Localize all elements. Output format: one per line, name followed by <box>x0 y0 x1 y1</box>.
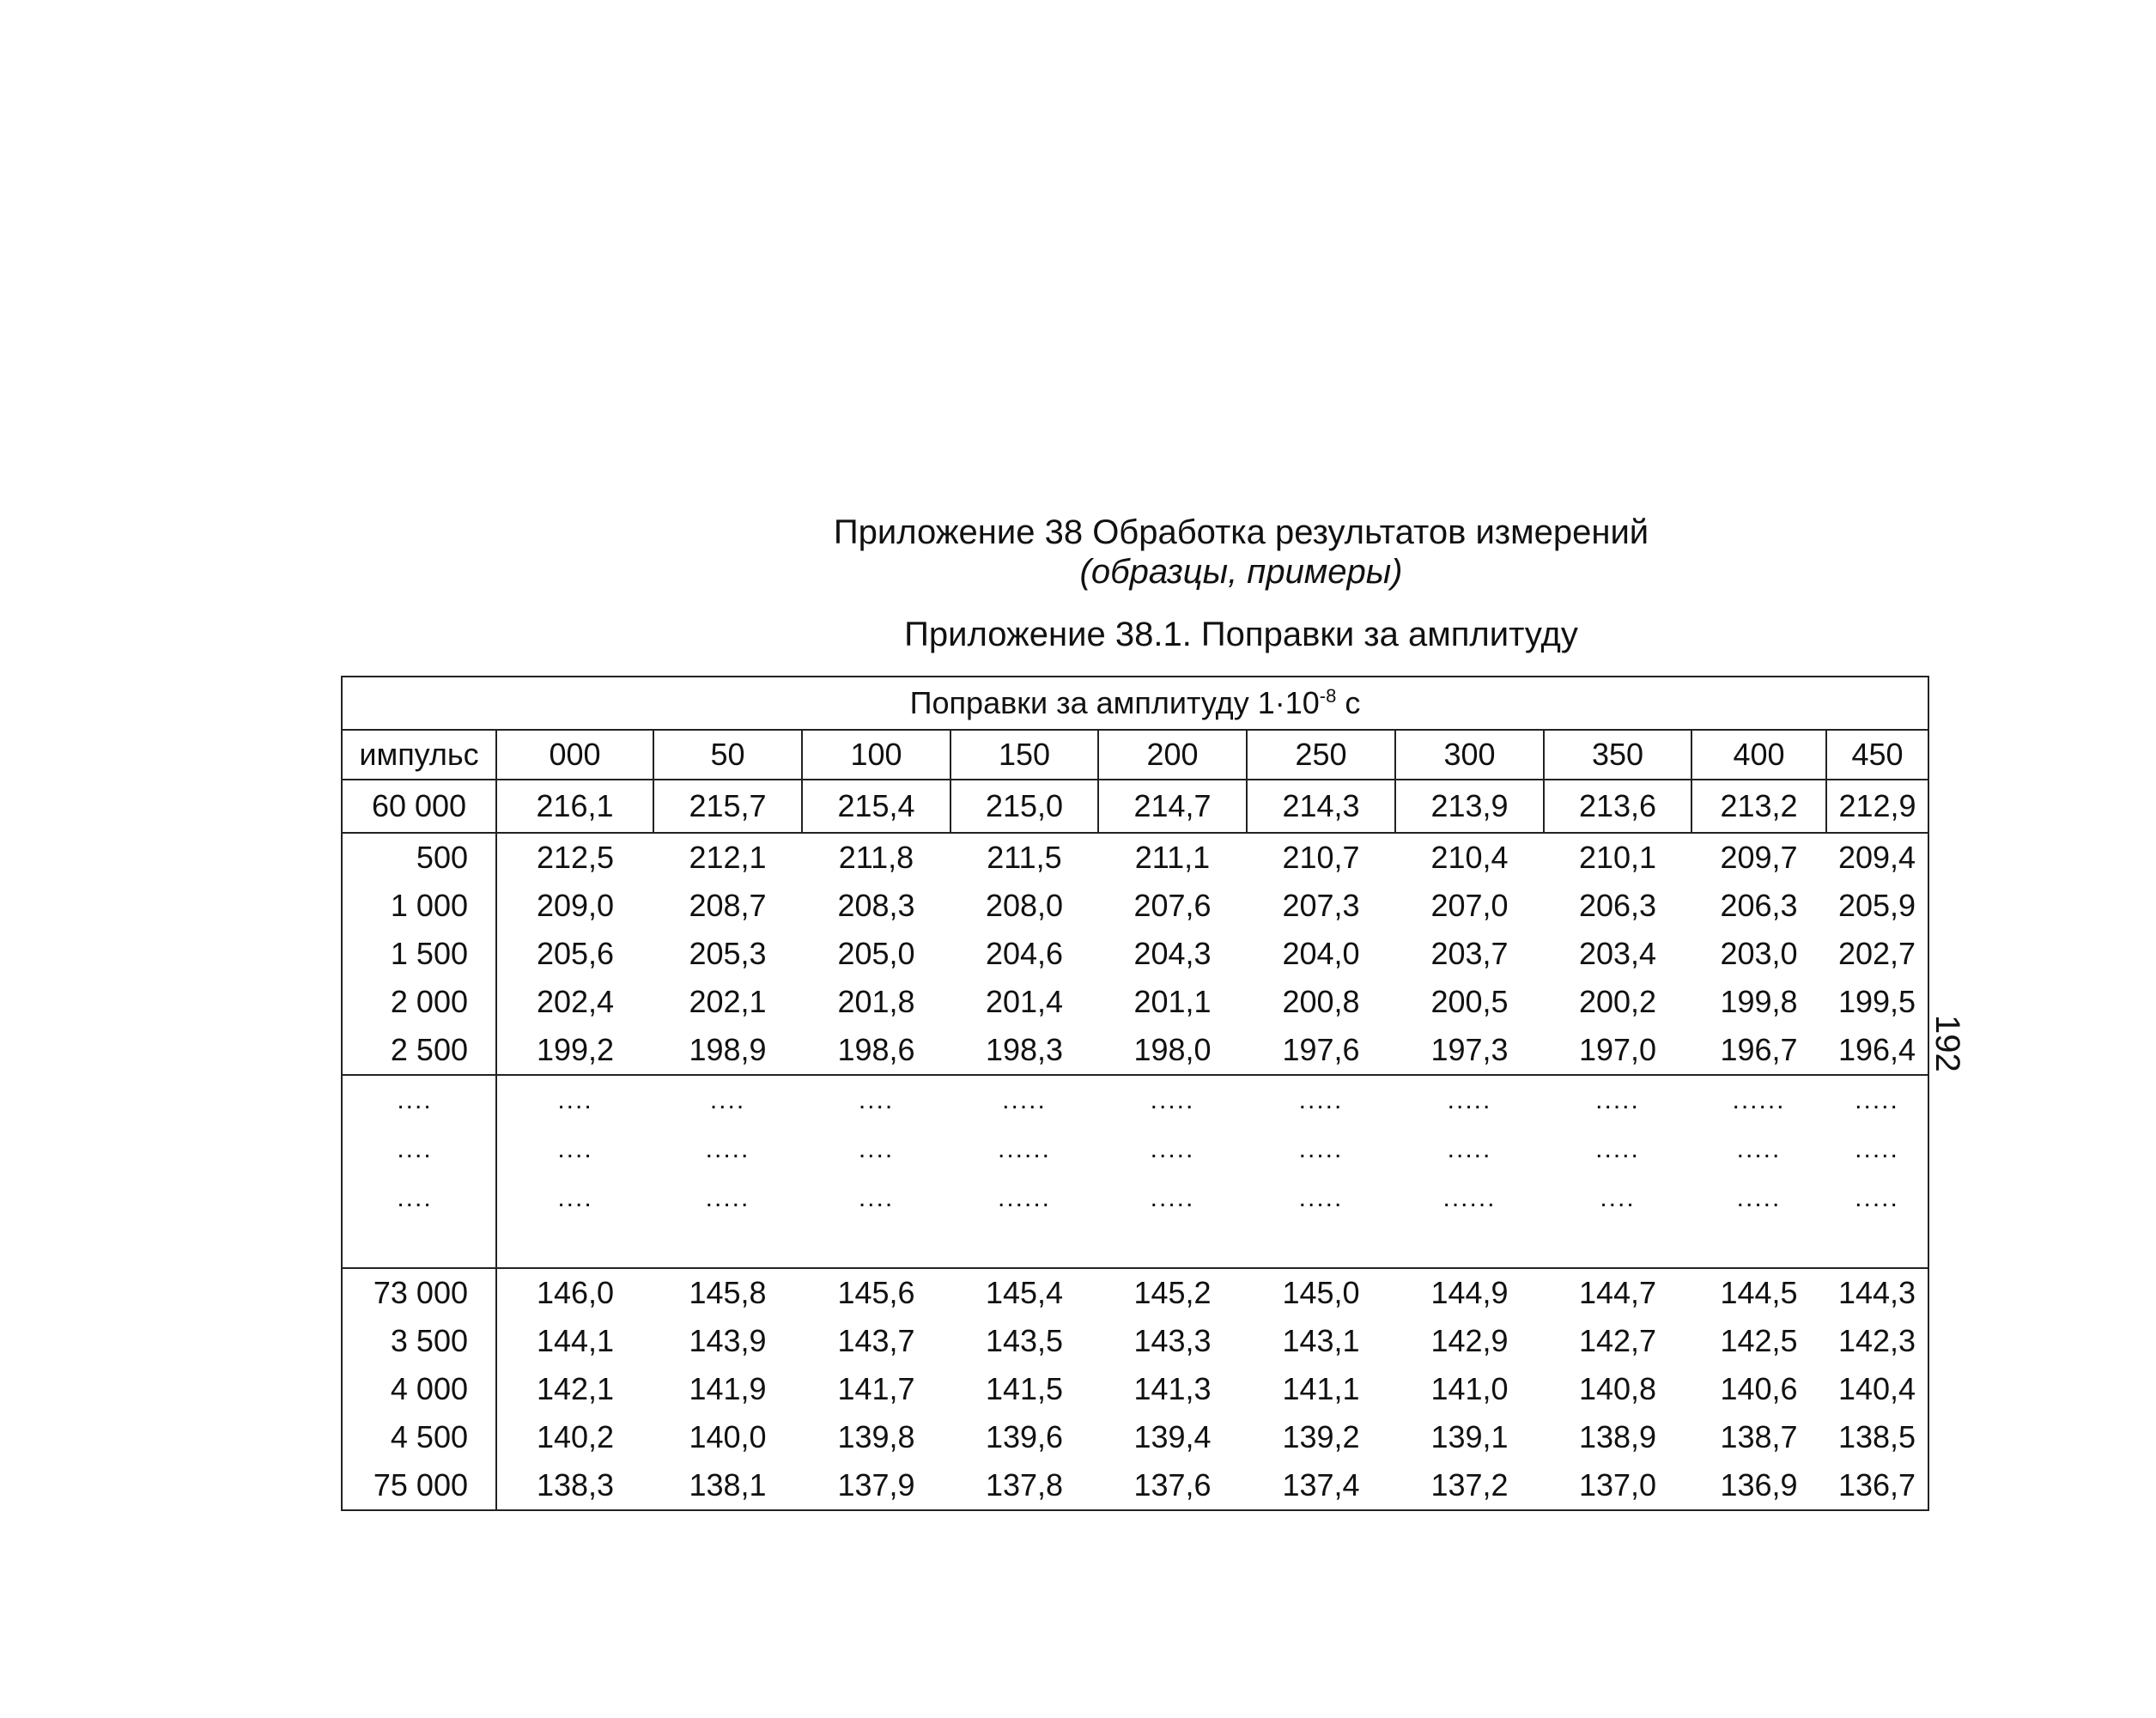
table-cell: 206,3 <box>1578 888 1657 923</box>
table-cell: ..... <box>1150 1085 1195 1114</box>
spacer-cell <box>1826 1223 1928 1268</box>
spacer-cell <box>496 1223 653 1268</box>
table-cell: 207,6 <box>1133 888 1212 923</box>
table-cell: 215,7 <box>653 780 802 833</box>
table-cell: 141,9 <box>689 1371 767 1406</box>
table-cell: 137,0 <box>1578 1467 1657 1502</box>
table-cell: ..... <box>1150 1183 1195 1212</box>
table-cell: 201,8 <box>837 984 915 1019</box>
table-cell: 200,2 <box>1578 984 1657 1019</box>
table-cell: 216,1 <box>496 780 653 833</box>
row-label-cell: 73 000 <box>342 1268 496 1317</box>
table-cell: 204,6 <box>985 936 1064 971</box>
table-cell: 209,7 <box>1720 840 1798 875</box>
table-cell: .... <box>1600 1183 1636 1212</box>
table-cell: ..... <box>1736 1183 1782 1212</box>
table-cell: .... <box>709 1085 746 1114</box>
table-cell: 204,3 <box>1133 936 1212 971</box>
table-row <box>342 1075 1928 1125</box>
table-cell: 140,6 <box>1720 1371 1798 1406</box>
table-cell: 211,1 <box>1134 840 1211 875</box>
spacer-cell <box>802 1223 950 1268</box>
table-cell: 140,4 <box>1837 1371 1916 1406</box>
table-cell: ..... <box>1002 1085 1047 1114</box>
table-cell: 142,7 <box>1578 1323 1657 1358</box>
table-cell: 141,0 <box>1430 1371 1509 1406</box>
table-cell: 142,1 <box>536 1371 615 1406</box>
table-cell: 141,1 <box>1282 1371 1360 1406</box>
table-cell: 143,1 <box>1282 1323 1360 1358</box>
table-cell: .... <box>557 1134 593 1163</box>
table-cell: 199,8 <box>1720 984 1798 1019</box>
table-cell: 139,2 <box>1282 1419 1360 1454</box>
table-cell: 450 <box>1826 730 1928 780</box>
table-cell: 141,3 <box>1133 1371 1212 1406</box>
table-cell: 144,5 <box>1720 1275 1798 1310</box>
table-cell: 138,9 <box>1578 1419 1657 1454</box>
table-row <box>342 833 1928 882</box>
table-cell: 145,0 <box>1282 1275 1360 1310</box>
table-cell: ...... <box>1732 1085 1786 1114</box>
table-row <box>342 1461 1928 1510</box>
section-title: Приложение 38.1. Поправки за амплитуду <box>904 616 1578 653</box>
table-cell: .... <box>858 1183 895 1212</box>
table-cell: 000 <box>496 730 653 780</box>
table-cell: 138,3 <box>536 1467 615 1502</box>
table-cell: ..... <box>1150 1134 1195 1163</box>
table-cell: 142,5 <box>1720 1323 1798 1358</box>
table-cell: 203,0 <box>1720 936 1798 971</box>
appendix-subtitle: (образцы, примеры) <box>1079 553 1403 591</box>
table-cell: 139,1 <box>1430 1419 1509 1454</box>
spacer-cell <box>653 1223 802 1268</box>
table-cell: 209,0 <box>536 888 615 923</box>
table-cell: ..... <box>705 1183 750 1212</box>
table-cell: 137,2 <box>1430 1467 1509 1502</box>
table-cell: 140,2 <box>536 1419 615 1454</box>
table-cell: ...... <box>997 1134 1051 1163</box>
table-cell: 198,3 <box>950 1026 1098 1075</box>
table-cell: .... <box>858 1085 895 1114</box>
table-cell: 400 <box>1691 730 1826 780</box>
table-cell: 140,0 <box>689 1419 767 1454</box>
table-cell: 207,3 <box>1282 888 1360 923</box>
table-row <box>342 730 1928 780</box>
table-cell: 141,5 <box>985 1371 1064 1406</box>
table-cell: 213,6 <box>1544 780 1691 833</box>
table-cell: 213,9 <box>1395 780 1544 833</box>
table-cell: 139,6 <box>985 1419 1064 1454</box>
table-cell: 208,3 <box>837 888 915 923</box>
table-cell: 138,7 <box>1720 1419 1798 1454</box>
table-cell: 300 <box>1395 730 1544 780</box>
table-cell: 211,5 <box>987 840 1062 875</box>
table-cell: ..... <box>1855 1134 1899 1163</box>
table-cell: 138,5 <box>1837 1419 1916 1454</box>
table-cell: 100 <box>802 730 950 780</box>
row-label-cell: .... <box>342 1125 496 1174</box>
table-cell: 214,7 <box>1098 780 1247 833</box>
table-cell: 210,1 <box>1578 840 1657 875</box>
table-cell: 140,8 <box>1578 1371 1657 1406</box>
row-label-cell: 4 000 <box>342 1365 496 1413</box>
table-cell: 197,3 <box>1395 1026 1544 1075</box>
page-number: 192 <box>1928 1015 1966 1072</box>
table-cell: 143,7 <box>837 1323 915 1358</box>
table-cell: ...... <box>997 1183 1051 1212</box>
table-row <box>342 780 1928 833</box>
appendix-title: Приложение 38 Обработка результатов измерений <box>833 513 1649 551</box>
table-cell: 250 <box>1247 730 1395 780</box>
table-cell: 196,7 <box>1691 1026 1826 1075</box>
table-cell: 137,6 <box>1133 1467 1212 1502</box>
spacer-cell <box>342 1223 496 1268</box>
table-cell: 208,0 <box>985 888 1064 923</box>
table-cell: 205,9 <box>1837 888 1916 923</box>
table-cell: 144,1 <box>536 1323 615 1358</box>
table-cell: 142,3 <box>1837 1323 1916 1358</box>
table-spacer-row <box>342 1223 1928 1268</box>
table-cell: 144,3 <box>1837 1275 1916 1310</box>
spacer-cell <box>950 1223 1098 1268</box>
table-cell: 145,8 <box>689 1275 767 1310</box>
table-cell: 215,0 <box>950 780 1098 833</box>
table-cell: 205,6 <box>536 936 615 971</box>
row-label-cell: 500 <box>342 833 496 882</box>
table-cell: 207,0 <box>1430 888 1509 923</box>
table-cell: 212,1 <box>689 840 767 875</box>
table-cell: 136,7 <box>1837 1467 1916 1502</box>
table-cell: .... <box>557 1085 593 1114</box>
table-cell: ...... <box>1442 1183 1497 1212</box>
table-cell: 199,2 <box>496 1026 653 1075</box>
row-label-cell: 2 000 <box>342 978 496 1026</box>
table-cell: 141,7 <box>837 1371 915 1406</box>
table-cell: 202,4 <box>536 984 615 1019</box>
table-cell: 212,9 <box>1826 780 1928 833</box>
spacer-cell <box>1098 1223 1247 1268</box>
table-cell: 137,8 <box>985 1467 1064 1502</box>
table-cell: 202,1 <box>689 984 767 1019</box>
table-cell: 199,5 <box>1837 984 1916 1019</box>
table-cell: 215,4 <box>802 780 950 833</box>
table-cell: 50 <box>653 730 802 780</box>
table-cell: ..... <box>1736 1134 1782 1163</box>
table-cell: ..... <box>1298 1085 1344 1114</box>
table-cell: 205,3 <box>689 936 767 971</box>
table-cell: 143,9 <box>689 1323 767 1358</box>
table-cell: 137,9 <box>837 1467 915 1502</box>
table-cell: ..... <box>1447 1085 1492 1114</box>
amplitude-corrections-table <box>341 676 1929 1511</box>
table-cell: 213,2 <box>1691 780 1826 833</box>
table-cell: 197,0 <box>1544 1026 1691 1075</box>
table-cell: .... <box>858 1134 895 1163</box>
row-label-cell: 1 500 <box>342 930 496 978</box>
row-label-cell: 75 000 <box>342 1461 496 1510</box>
table-cell: 198,0 <box>1098 1026 1247 1075</box>
spacer-cell <box>1247 1223 1395 1268</box>
spacer-cell <box>1395 1223 1544 1268</box>
table-cell: 203,7 <box>1430 936 1509 971</box>
table-cell: .... <box>557 1183 593 1212</box>
table-row <box>342 930 1928 978</box>
spacer-cell <box>1691 1223 1826 1268</box>
table-cell: 138,1 <box>689 1467 767 1502</box>
table-cell: 143,3 <box>1133 1323 1212 1358</box>
row-label-cell: 1 000 <box>342 882 496 930</box>
table-cell: 144,7 <box>1578 1275 1657 1310</box>
table-cell: ..... <box>705 1134 750 1163</box>
row-label-cell: 60 000 <box>342 780 496 833</box>
table-cell: ..... <box>1447 1134 1492 1163</box>
table-cell: 137,4 <box>1282 1467 1360 1502</box>
table-cell: 203,4 <box>1578 936 1657 971</box>
row-label-cell: .... <box>342 1174 496 1223</box>
table-cell: 146,0 <box>536 1275 615 1310</box>
table-cell: 143,5 <box>985 1323 1064 1358</box>
table-cell: 139,4 <box>1133 1419 1212 1454</box>
table-cell: 200,5 <box>1430 984 1509 1019</box>
table-cell: 201,4 <box>985 984 1064 1019</box>
table-cell: 205,0 <box>837 936 915 971</box>
row-label-cell: .... <box>342 1075 496 1125</box>
table-cell: 145,2 <box>1133 1275 1212 1310</box>
table-cell: 139,8 <box>837 1419 915 1454</box>
table-cell: 198,6 <box>802 1026 950 1075</box>
table-row <box>342 1268 1928 1317</box>
table-cell: 200 <box>1098 730 1247 780</box>
table-row <box>342 882 1928 930</box>
table-cell: 145,4 <box>985 1275 1064 1310</box>
table-cell: ..... <box>1595 1085 1640 1114</box>
table-cell: 208,7 <box>689 888 767 923</box>
table-cell: 201,1 <box>1133 984 1212 1019</box>
table-cell: ..... <box>1298 1134 1344 1163</box>
table-cell: 204,0 <box>1282 936 1360 971</box>
table-cell: ..... <box>1595 1134 1640 1163</box>
table-cell: 196,4 <box>1826 1026 1928 1075</box>
table-cell: 202,7 <box>1837 936 1916 971</box>
table-cell: 197,6 <box>1247 1026 1395 1075</box>
table-cell: 212,5 <box>536 840 615 875</box>
row-label-cell: 3 500 <box>342 1317 496 1365</box>
table-cell: 210,4 <box>1430 840 1509 875</box>
table-cell: 145,6 <box>837 1275 915 1310</box>
table-caption-row <box>342 677 1928 730</box>
table-cell: ..... <box>1298 1183 1344 1212</box>
table-cell: ..... <box>1855 1183 1899 1212</box>
table-cell: 210,7 <box>1282 840 1360 875</box>
table-row <box>342 978 1928 1026</box>
row-label-cell: импульс <box>342 730 496 780</box>
table-row <box>342 1174 1928 1223</box>
table-caption: Поправки за амплитуду $1\cdot 10^{-8}$ с <box>342 677 1928 730</box>
table-cell: 198,9 <box>653 1026 802 1075</box>
table-row <box>342 1317 1928 1365</box>
table-row <box>342 1413 1928 1461</box>
table-row <box>342 1125 1928 1174</box>
table-cell: 136,9 <box>1720 1467 1798 1502</box>
row-label-cell: 2 500 <box>342 1026 496 1075</box>
table-cell: ..... <box>1855 1085 1899 1114</box>
table-cell: 209,4 <box>1837 840 1916 875</box>
row-label-cell: 4 500 <box>342 1413 496 1461</box>
table-cell: 144,9 <box>1430 1275 1509 1310</box>
table-row <box>342 1026 1928 1075</box>
table-row <box>342 1365 1928 1413</box>
table-cell: 142,9 <box>1430 1323 1509 1358</box>
table-cell: 211,8 <box>838 840 914 875</box>
table-cell: 206,3 <box>1720 888 1798 923</box>
table-cell: 150 <box>950 730 1098 780</box>
table-cell: 200,8 <box>1282 984 1360 1019</box>
table-cell: 214,3 <box>1247 780 1395 833</box>
table-cell: 350 <box>1544 730 1691 780</box>
spacer-cell <box>1544 1223 1691 1268</box>
